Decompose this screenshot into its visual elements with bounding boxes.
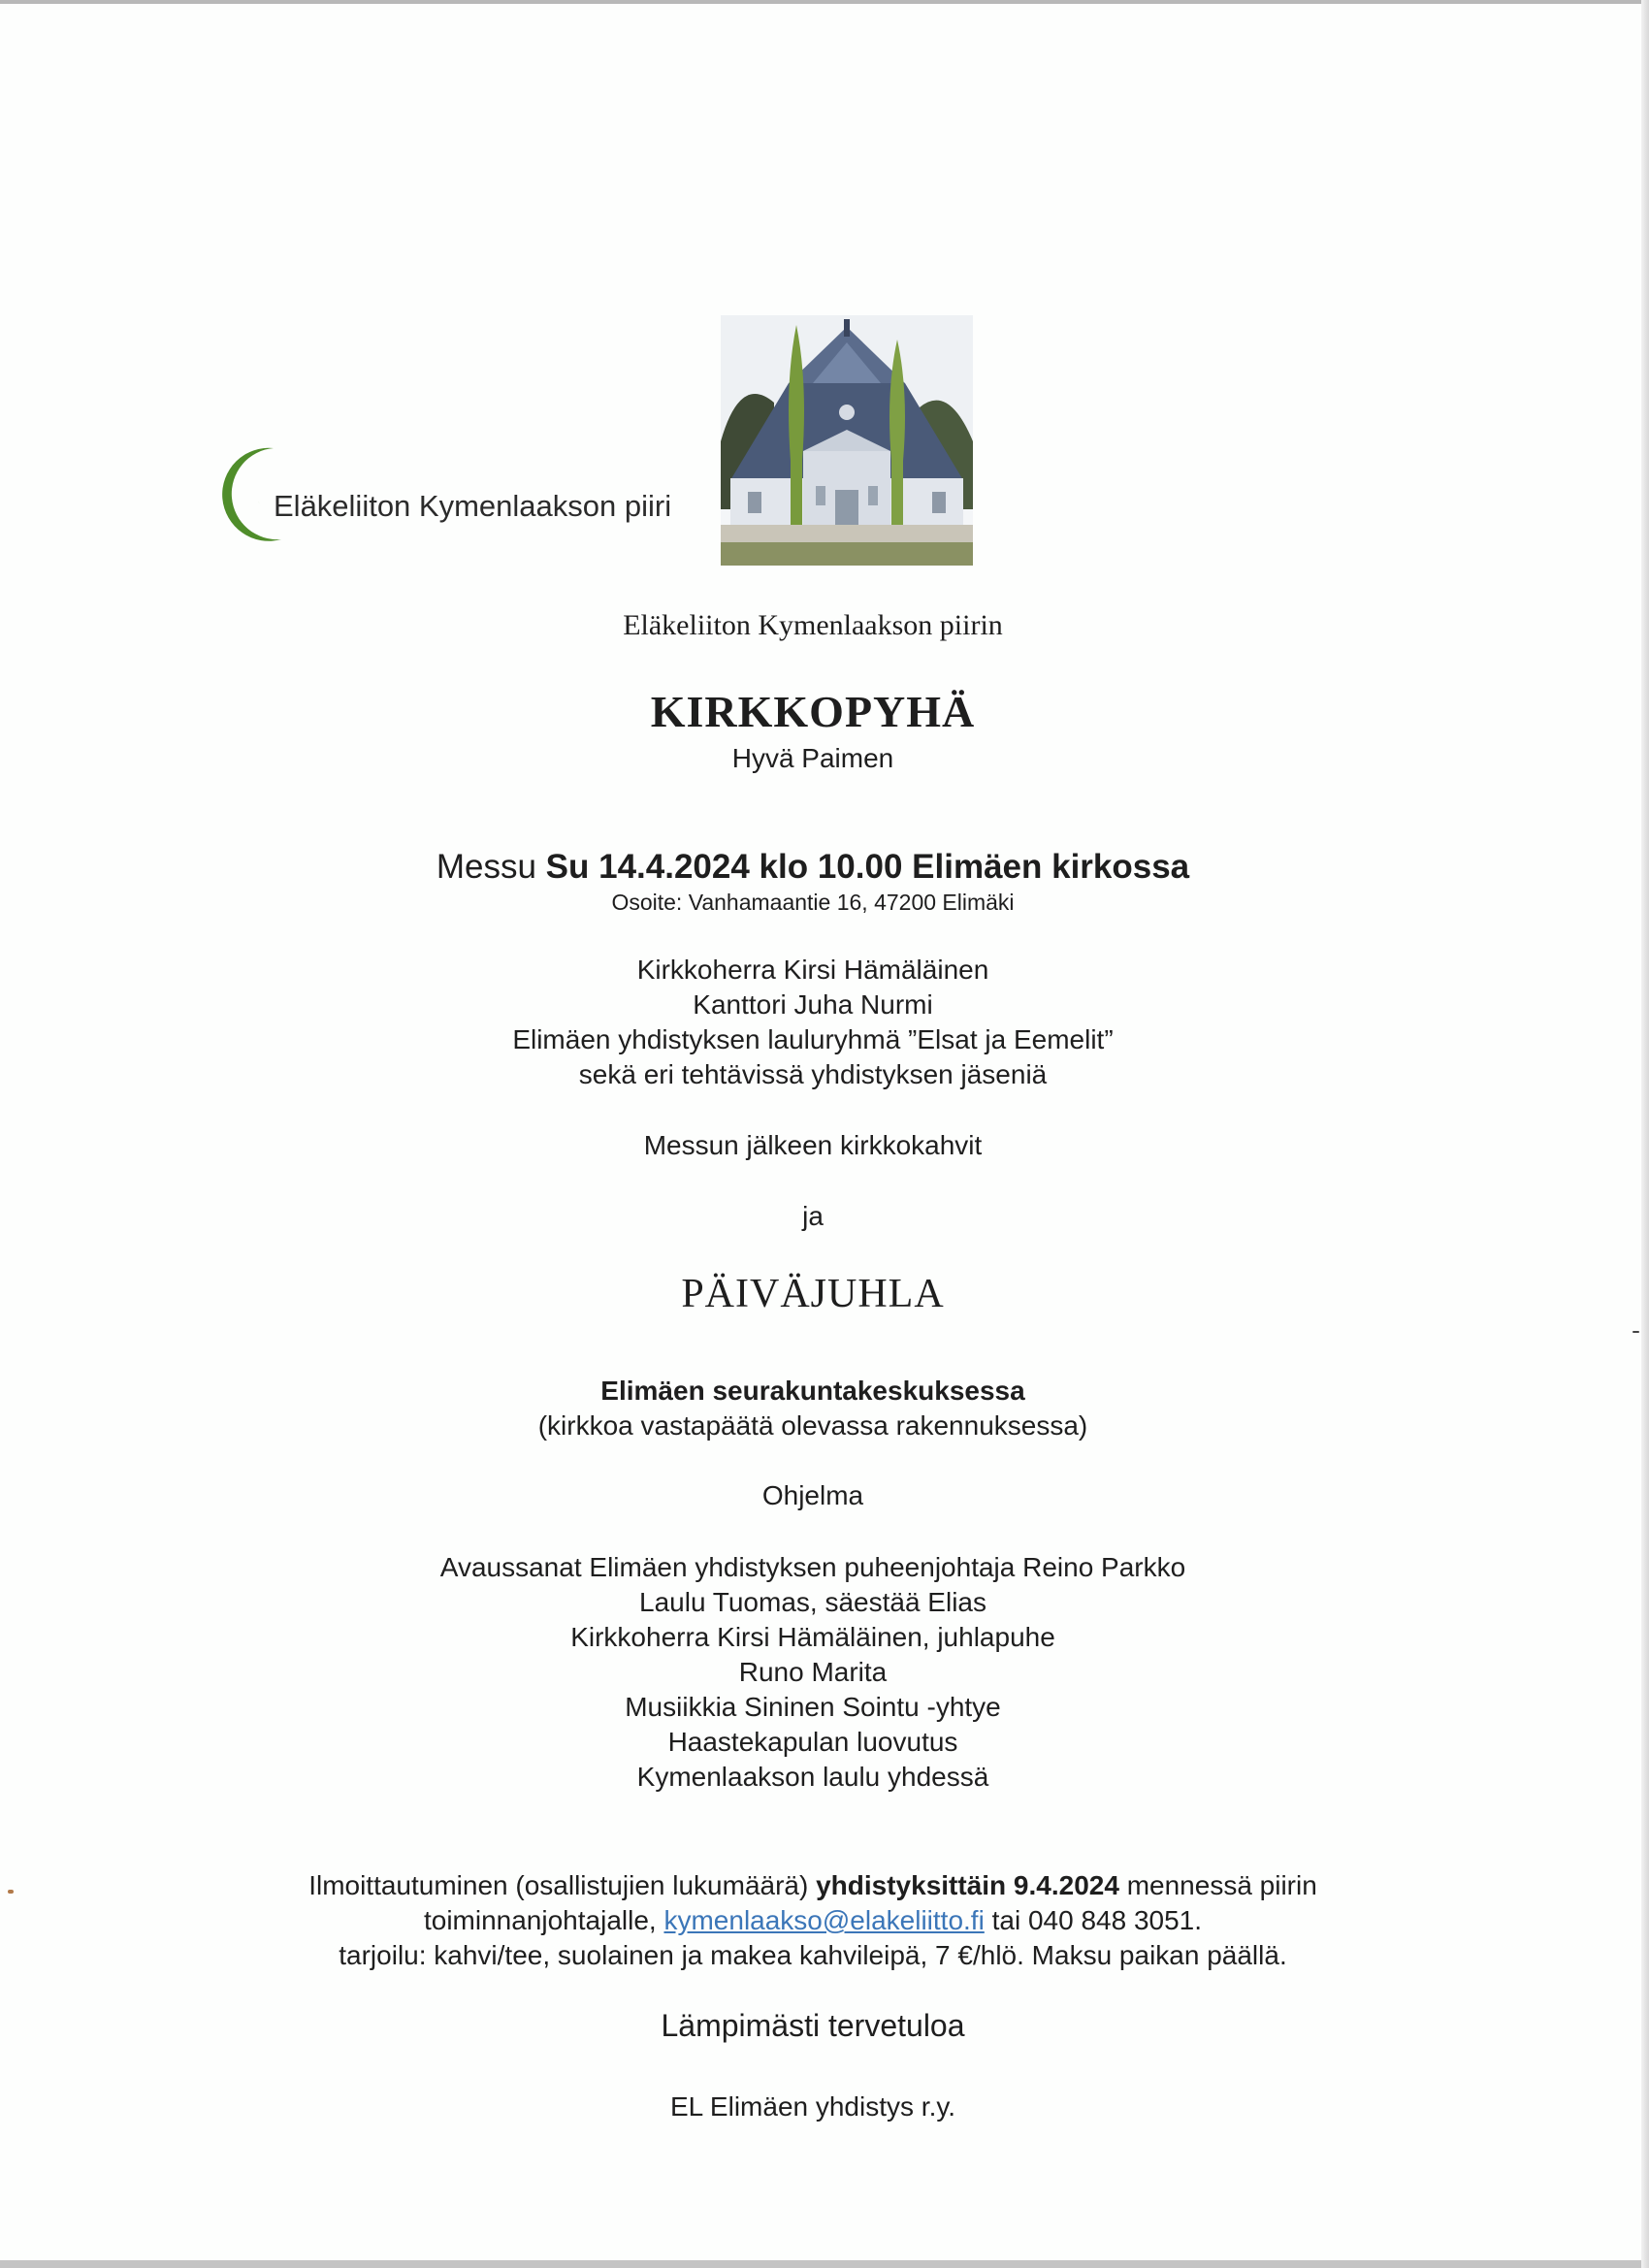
contact-email-link[interactable]: kymenlaakso@elakeliitto.fi bbox=[663, 1905, 985, 1935]
program-heading: Ohjelma bbox=[761, 1480, 864, 1510]
participant-line: Kirkkoherra Kirsi Hämäläinen bbox=[636, 955, 989, 985]
signature-line: EL Elimäen yhdistys r.y. bbox=[669, 2091, 956, 2122]
organizer-line: Eläkeliiton Kymenlaakson piirin bbox=[623, 609, 1003, 641]
registration-phone: tai 040 848 3051. bbox=[991, 1905, 1203, 1935]
registration-deadline: yhdistyksittäin 9.4.2024 bbox=[816, 1870, 1119, 1900]
festival-title: PÄIVÄJUHLA bbox=[681, 1272, 945, 1316]
coffee-line: Messun jälkeen kirkkokahvit bbox=[643, 1130, 983, 1160]
program-item: Runo Marita bbox=[738, 1657, 888, 1687]
festival-venue-note: (kirkkoa vastapäätä olevassa rakennuksessa) bbox=[537, 1410, 1088, 1441]
scan-speck bbox=[1633, 1331, 1639, 1333]
catering-line: tarjoilu: kahvi/tee, suolainen ja makea kahvileipä, 7 €/hlö. Maksu paikan päällä. bbox=[339, 1940, 1287, 1970]
participant-line: sekä eri tehtävissä yhdistyksen jäseniä bbox=[578, 1059, 1048, 1089]
mass-address: Osoite: Vanhamaantie 16, 47200 Elimäki bbox=[611, 890, 1015, 915]
mass-prefix: Messu bbox=[436, 848, 536, 886]
scan-edge-bottom bbox=[0, 2260, 1649, 2268]
scan-edge-top bbox=[0, 0, 1649, 4]
registration-line-2 bbox=[0, 1905, 1626, 1936]
welcome-line: Lämpimästi tervetuloa bbox=[661, 2008, 965, 2043]
page-subtitle: Hyvä Paimen bbox=[731, 743, 894, 773]
festival-venue: Elimäen seurakuntakeskuksessa bbox=[600, 1376, 1025, 1406]
registration-text: Ilmoittautuminen (osallistujien lukumäärä) bbox=[308, 1870, 809, 1900]
registration-line-1 bbox=[0, 1870, 1626, 1901]
program-item: Laulu Tuomas, säestää Elias bbox=[639, 1587, 986, 1617]
registration-text: toiminnanjohtajalle, bbox=[423, 1905, 657, 1935]
registration-text: mennessä piirin bbox=[1126, 1870, 1317, 1900]
participant-line: Kanttori Juha Nurmi bbox=[693, 989, 933, 1020]
program-item: Avaussanat Elimäen yhdistyksen puheenjohtaja Reino Parkko bbox=[439, 1552, 1186, 1582]
program-item: Haastekapulan luovutus bbox=[667, 1727, 958, 1757]
association-logo bbox=[211, 442, 716, 549]
page-title: KIRKKOPYHÄ bbox=[650, 687, 976, 736]
scan-edge-right bbox=[1641, 0, 1649, 2268]
conjunction-line: ja bbox=[802, 1201, 824, 1231]
mass-line bbox=[0, 848, 1626, 887]
program-item: Musiikkia Sininen Sointu -yhtye bbox=[625, 1692, 1001, 1722]
participant-line: Elimäen yhdistyksen lauluryhmä ”Elsat ja Eemelit” bbox=[512, 1024, 1114, 1054]
program-item: Kirkkoherra Kirsi Hämäläinen, juhlapuhe bbox=[570, 1622, 1055, 1652]
church-photo bbox=[721, 315, 973, 566]
program-item: Kymenlaakson laulu yhdessä bbox=[636, 1762, 989, 1792]
logo-text: Eläkeliiton Kymenlaakson piiri bbox=[274, 489, 672, 523]
mass-datetime-place: Su 14.4.2024 klo 10.00 Elimäen kirkossa bbox=[545, 848, 1190, 886]
